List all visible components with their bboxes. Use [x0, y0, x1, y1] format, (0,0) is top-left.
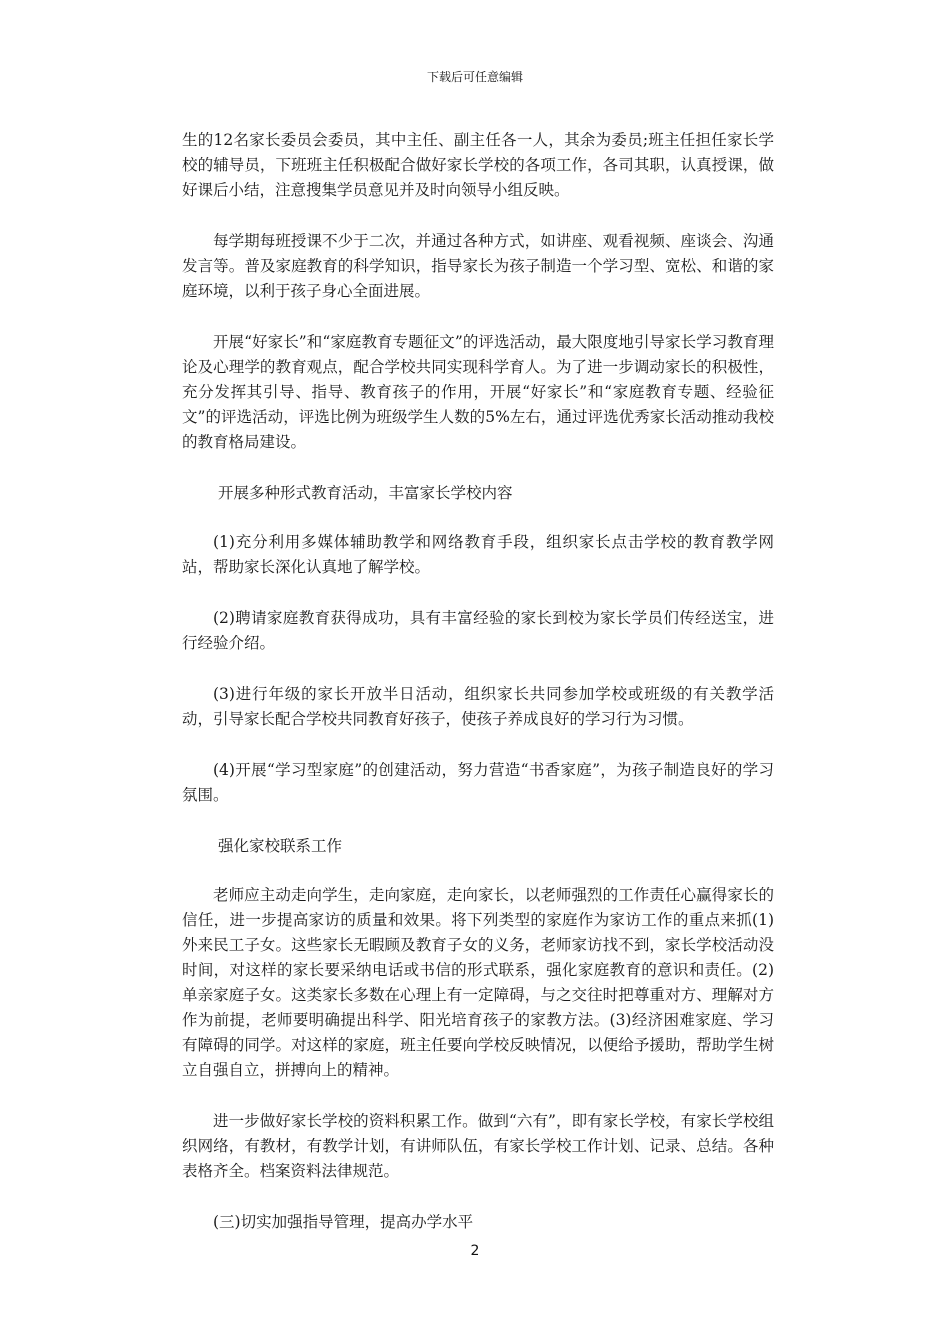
paragraph-records: 进一步做好家长学校的资料积累工作。做到“六有”，即有家长学校，有家长学校组织网络，有教材，有教学计划，有讲师队伍，有家长学校工作计划、记录、总结。各种表格齐全。档案资料法律规范。 [182, 1112, 774, 1180]
paragraph-good-parent-selection: 开展“好家长”和“家庭教育专题征文”的评选活动，最大限度地引导家长学习教育理论及心理学的教育观点，配合学校共同实现科学育人。为了进一步调动家长的积极性，充分发挥其引导、指导、教育孩子的作用，开展“好家长”和“家庭教育专题、经验征文”的评选活动，评选比例为班级学生人数的5%左右，通过评选优秀家长活动推动我校的教育格局建设。 [182, 333, 774, 451]
section-heading-activities: 开展多种形式教育活动，丰富家长学校内容 [218, 484, 513, 502]
list-item-experience-sharing: (2)聘请家庭教育获得成功，具有丰富经验的家长到校为家长学员们传经送宝，进行经验介绍。 [182, 609, 774, 652]
page-number: 2 [470, 1243, 480, 1259]
list-item-multimedia: (1)充分利用多媒体辅助教学和网络教育手段，组织家长点击学校的教育教学网站，帮助家长深化认真地了解学校。 [182, 533, 774, 576]
paragraph-lectures: 每学期每班授课不少于二次，并通过各种方式，如讲座、观看视频、座谈会、沟通发言等。普及家庭教育的科学知识，指导家长为孩子制造一个学习型、宽松、和谐的家庭环境，以利于孩子身心全面进展。 [182, 232, 774, 300]
paragraph-home-visits: 老师应主动走向学生，走向家庭，走向家长，以老师强烈的工作责任心赢得家长的信任，进一步提高家访的质量和效果。将下列类型的家庭作为家访工作的重点来抓(1)外来民工子女。这些家长无暇顾及教育子女的义务，老师家访找不到，家长学校活动没时间，对这样的家长要采纳电话或书信的形式联系，强化家庭教育的意识和责任。(2)单亲家庭子女。这类家长多数在心理上有一定障碍，与之交往时把尊重对方、理解对方作为前提，老师要明确提出科学、阳光培育孩子的家教方法。(3)经济困难家庭、学习有障碍的同学。对这样的家庭，班主任要向学校反映情况，以便给予援助，帮助学生树立自强自立，拼搏向上的精神。 [182, 886, 774, 1079]
list-item-open-day: (3)进行年级的家长开放半日活动，组织家长共同参加学校或班级的有关教学活动，引导家长配合学校共同教育好孩子，使孩子养成良好的学习行为习惯。 [182, 685, 774, 728]
paragraph-committee: 生的12名家长委员会委员，其中主任、副主任各一人，其余为委员;班主任担任家长学校的辅导员，下班班主任积极配合做好家长学校的各项工作，各司其职，认真授课，做好课后小结，注意搜集学员意见并及时向领导小组反映。 [182, 131, 774, 199]
section-heading-management: (三)切实加强指导管理，提高办学水平 [213, 1213, 474, 1231]
page-header: 下载后可任意编辑 [426, 70, 523, 84]
document-body [182, 128, 774, 1261]
list-item-learning-family: (4)开展“学习型家庭”的创建活动，努力营造“书香家庭”，为孩子制造良好的学习氛围。 [182, 761, 774, 804]
section-heading-home-school: 强化家校联系工作 [218, 837, 343, 855]
